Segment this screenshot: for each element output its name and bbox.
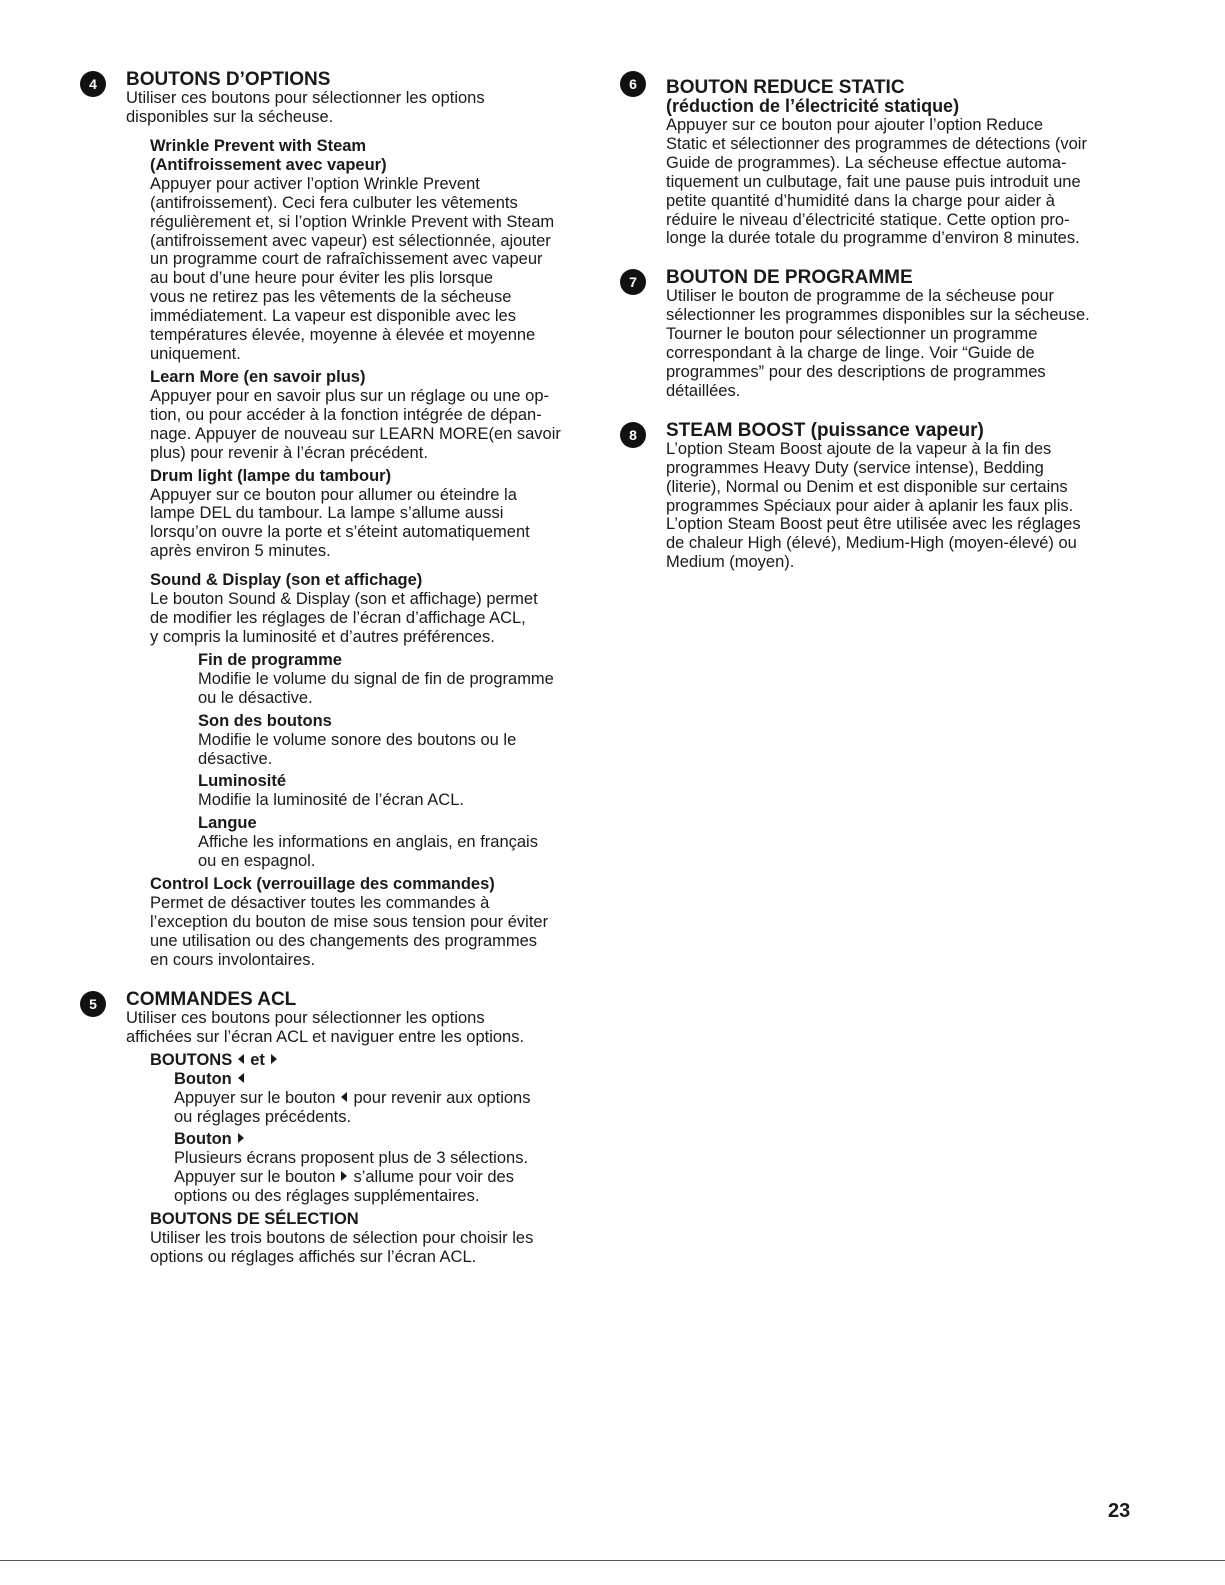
left-arrow-icon bbox=[238, 1073, 244, 1083]
submenu-description bbox=[198, 791, 600, 810]
section-options-buttons bbox=[80, 70, 600, 970]
text-line: Plusieurs écrans proposent plus de 3 sélections. bbox=[174, 1149, 529, 1168]
section-number-badge: 8 bbox=[620, 422, 646, 448]
section-intro bbox=[126, 89, 600, 127]
section-subtitle: (réduction de l’électricité statique) bbox=[666, 96, 960, 116]
section-number-badge: 6 bbox=[620, 71, 646, 97]
right-arrow-icon bbox=[341, 1171, 347, 1181]
right-button-description bbox=[174, 1149, 600, 1206]
text-line: nage. Appuyer de nouveau sur LEARN MORE(en savoir bbox=[150, 424, 561, 443]
text-line: longe la durée totale du programme d’environ 8 minutes. bbox=[666, 229, 1080, 248]
text-line: programmes” pour des descriptions de programmes bbox=[666, 362, 1046, 381]
text-line: en cours involontaires. bbox=[150, 950, 316, 969]
section-description bbox=[666, 440, 1150, 572]
section-program-knob bbox=[620, 268, 1150, 400]
section-number-badge: 5 bbox=[80, 991, 106, 1017]
text-line: Appuyer sur ce bouton pour allumer ou éteindre la bbox=[150, 485, 517, 504]
text-line: Appuyer pour en savoir plus sur un réglage ou une op- bbox=[150, 386, 550, 405]
section-steam-boost bbox=[620, 421, 1150, 572]
heading-text: et bbox=[250, 1050, 265, 1069]
text-line: immédiatement. La vapeur est disponible avec les bbox=[150, 307, 516, 326]
text-line: L’option Steam Boost ajoute de la vapeur à la fin des bbox=[666, 439, 1052, 458]
option-heading: Control Lock (verrouillage des commandes) bbox=[150, 875, 495, 894]
submenu-heading: Langue bbox=[198, 814, 257, 833]
text-line: affichées sur l’écran ACL et naviguer entre les options. bbox=[126, 1027, 525, 1046]
submenu-description bbox=[198, 670, 600, 708]
text-line: Modifie le volume du signal de fin de programme bbox=[198, 669, 554, 688]
option-description bbox=[150, 387, 600, 463]
section-number-badge: 7 bbox=[620, 269, 646, 295]
text-line: après environ 5 minutes. bbox=[150, 542, 331, 561]
text-line: un programme court de rafraîchissement avec vapeur bbox=[150, 250, 543, 269]
text-line: Appuyer sur ce bouton pour ajouter l’option Reduce bbox=[666, 116, 1043, 134]
option-description bbox=[150, 894, 600, 970]
selection-buttons-heading: BOUTONS DE SÉLECTION bbox=[150, 1210, 359, 1229]
text-line: programmes Spéciaux pour aider à aplanir les faux plis. bbox=[666, 496, 1074, 515]
section-title: STEAM BOOST (puissance vapeur) bbox=[666, 419, 984, 441]
submenu-heading: Luminosité bbox=[198, 772, 287, 791]
text-line: Appuyer sur le bouton s’allume pour voir des bbox=[174, 1168, 514, 1187]
text-line: l’exception du bouton de mise sous tension pour éviter bbox=[150, 913, 549, 932]
submenu-heading: Fin de programme bbox=[198, 650, 342, 669]
text-line: ou le désactive. bbox=[198, 688, 313, 707]
section-title: BOUTONS D’OPTIONS bbox=[126, 69, 331, 90]
text-line: correspondant à la charge de linge. Voir “Guide de bbox=[666, 344, 1035, 363]
arrow-buttons-details bbox=[174, 1070, 600, 1207]
section-description bbox=[666, 287, 1150, 400]
section-title: COMMANDES ACL bbox=[126, 988, 297, 1010]
right-arrow-icon bbox=[238, 1133, 244, 1143]
text-line: Utiliser les trois boutons de sélection pour choisir les bbox=[150, 1229, 534, 1248]
text-line: Appuyer pour activer l’option Wrinkle Prevent bbox=[150, 174, 480, 193]
selection-buttons-description bbox=[150, 1229, 600, 1267]
text-line: Static et sélectionner des programmes de détections (voir bbox=[666, 134, 1087, 153]
text-line: y compris la luminosité et d’autres préférences. bbox=[150, 627, 495, 646]
section-title: BOUTON REDUCE STATIC bbox=[666, 77, 905, 98]
sound-display-submenu bbox=[198, 651, 600, 871]
text-line: réduire le niveau d’électricité statique. Cette option pro- bbox=[666, 210, 1070, 229]
arrow-buttons-heading bbox=[150, 1051, 600, 1070]
text-line: Utiliser le bouton de programme de la sécheuse pour bbox=[666, 287, 1054, 306]
text-line: Le bouton Sound & Display (son et affichage) permet bbox=[150, 590, 538, 609]
option-heading: Drum light (lampe du tambour) bbox=[150, 466, 392, 485]
text-line: uniquement. bbox=[150, 344, 241, 363]
text-line: ou en espagnol. bbox=[198, 852, 316, 871]
text-line: tiquement un culbutage, fait une pause puis introduit une bbox=[666, 172, 1081, 191]
option-description bbox=[150, 486, 600, 562]
text-line: options ou des réglages supplémentaires. bbox=[174, 1187, 480, 1206]
arrow-buttons-block bbox=[150, 1051, 600, 1267]
text-line: désactive. bbox=[198, 749, 273, 768]
text-line: tion, ou pour accéder à la fonction intégrée de dépan- bbox=[150, 405, 542, 424]
text-line: lampe DEL du tambour. La lampe s’allume aussi bbox=[150, 504, 504, 523]
submenu-description bbox=[198, 731, 600, 769]
text-line: Tourner le bouton pour sélectionner un programme bbox=[666, 325, 1038, 344]
bottom-rule bbox=[0, 1560, 1225, 1561]
text-line: Appuyer sur le bouton pour revenir aux options bbox=[174, 1088, 531, 1107]
text-line: Utiliser ces boutons pour sélectionner les options bbox=[126, 89, 485, 107]
text-line: de modifier les réglages de l’écran d’affichage ACL, bbox=[150, 609, 526, 628]
left-button-description bbox=[174, 1089, 600, 1127]
option-wrinkle-prevent bbox=[150, 137, 600, 970]
text-line: de chaleur High (élevé), Medium-High (moyen-élevé) ou bbox=[666, 534, 1077, 553]
option-description bbox=[150, 590, 600, 647]
option-heading: Sound & Display (son et affichage) bbox=[150, 571, 423, 590]
left-column bbox=[80, 70, 600, 1267]
heading-text: Bouton bbox=[174, 1130, 232, 1149]
text-line: plus) pour revenir à l’écran précédent. bbox=[150, 443, 428, 462]
section-lcd-controls bbox=[80, 990, 600, 1267]
right-button-heading bbox=[174, 1130, 600, 1149]
text-line: températures élevée, moyenne à élevée et moyenne bbox=[150, 326, 536, 345]
text-line: programmes Heavy Duty (service intense), Bedding bbox=[666, 458, 1044, 477]
heading-text: Bouton bbox=[174, 1069, 232, 1088]
text-line: une utilisation ou des changements des programmes bbox=[150, 932, 538, 950]
right-column bbox=[620, 70, 1150, 572]
right-arrow-icon bbox=[271, 1054, 277, 1064]
text-line: lorsqu’on ouvre la porte et s’éteint automatiquement bbox=[150, 523, 530, 542]
left-arrow-icon bbox=[238, 1054, 244, 1064]
submenu-description bbox=[198, 833, 600, 871]
option-description bbox=[150, 175, 600, 364]
section-description bbox=[666, 116, 1150, 248]
text-line: régulièrement et, si l’option Wrinkle Prevent with Steam bbox=[150, 212, 555, 231]
section-reduce-static bbox=[620, 70, 1150, 248]
text-line: Utiliser ces boutons pour sélectionner les options bbox=[126, 1008, 485, 1027]
text-line: détaillées. bbox=[666, 381, 741, 400]
option-heading: (Antifroissement avec vapeur) bbox=[150, 155, 387, 174]
section-number-badge: 4 bbox=[80, 71, 106, 97]
text-line: Guide de programmes). La sécheuse effectue automa- bbox=[666, 153, 1067, 172]
submenu-heading: Son des boutons bbox=[198, 711, 332, 730]
section-intro bbox=[126, 1009, 600, 1047]
text-line: ou réglages précédents. bbox=[174, 1107, 352, 1126]
text-line: au bout d’une heure pour éviter les plis lorsque bbox=[150, 269, 494, 288]
text-line: Permet de désactiver toutes les commandes à bbox=[150, 894, 490, 913]
text-line: vous ne retirez pas les vêtements de la sécheuse bbox=[150, 288, 512, 307]
text-line: Affiche les informations en anglais, en français bbox=[198, 833, 538, 852]
text-line: Modifie le volume sonore des boutons ou le bbox=[198, 730, 517, 749]
text-line: disponibles sur la sécheuse. bbox=[126, 107, 334, 126]
left-button-heading bbox=[174, 1070, 600, 1089]
text-line: options ou réglages affichés sur l’écran ACL. bbox=[150, 1248, 477, 1267]
text-line: (literie), Normal ou Denim et est disponible sur certains bbox=[666, 477, 1068, 496]
text-line: sélectionner les programmes disponibles sur la sécheuse. bbox=[666, 306, 1090, 325]
text-line: (antifroissement). Ceci fera culbuter les vêtements bbox=[150, 193, 518, 212]
text-line: petite quantité d’humidité dans la charge pour aider à bbox=[666, 191, 1055, 210]
text-line: Modifie la luminosité de l’écran ACL. bbox=[198, 791, 464, 810]
page-number: 23 bbox=[1108, 1500, 1131, 1522]
left-arrow-icon bbox=[341, 1092, 347, 1102]
heading-text: BOUTONS bbox=[150, 1050, 233, 1069]
option-heading: Wrinkle Prevent with Steam bbox=[150, 136, 367, 155]
text-line: (antifroissement avec vapeur) est sélectionnée, ajouter bbox=[150, 231, 551, 250]
text-line: Medium (moyen). bbox=[666, 553, 795, 572]
section-title: BOUTON DE PROGRAMME bbox=[666, 267, 913, 289]
option-heading: Learn More (en savoir plus) bbox=[150, 367, 366, 386]
text-line: L’option Steam Boost peut être utilisée avec les réglages bbox=[666, 515, 1081, 534]
